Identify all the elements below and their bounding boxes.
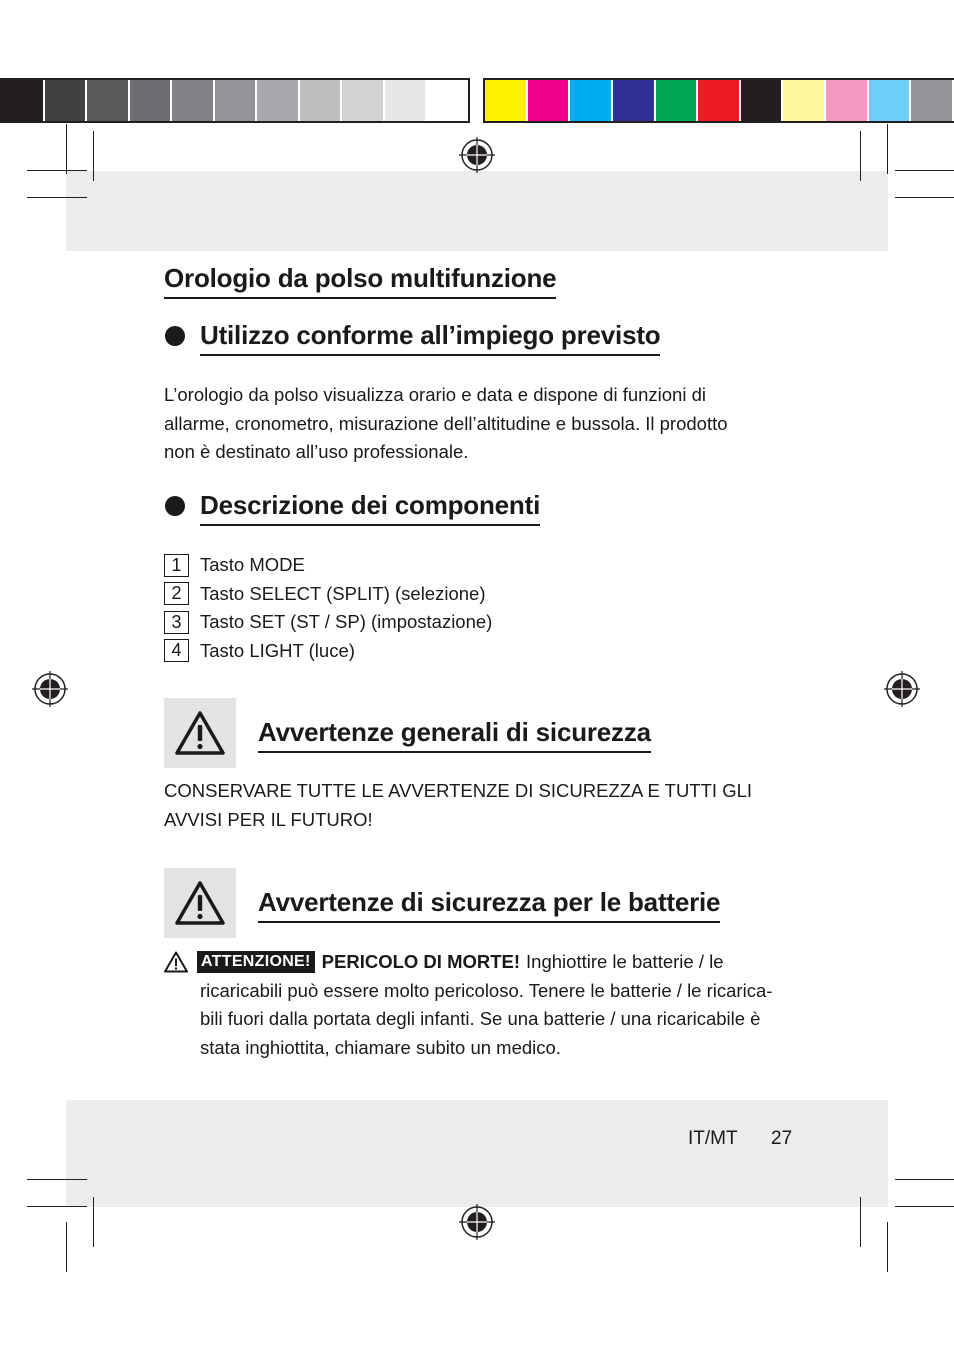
color-swatch <box>613 80 656 121</box>
color-swatch <box>826 80 869 121</box>
color-swatch <box>869 80 912 121</box>
warning-text: ricaricabili può essere molto pericoloso. Tenere le batterie / le ricarica- <box>200 979 773 1001</box>
component-item <box>164 637 492 666</box>
footer-language: IT/MT <box>688 1128 738 1149</box>
color-swatch <box>427 80 468 121</box>
crop-mark <box>887 124 888 174</box>
color-swatch <box>911 80 954 121</box>
crop-mark <box>66 1222 67 1272</box>
color-swatch <box>385 80 428 121</box>
registration-mark-icon <box>459 137 495 173</box>
heading-general-safety: Avvertenze generali di sicurezza <box>258 717 651 753</box>
warning-triangle-icon <box>174 880 226 926</box>
danger-label: PERICOLO DI MORTE! <box>321 951 521 972</box>
intended-use-paragraph <box>164 381 728 467</box>
crop-mark <box>895 1179 954 1180</box>
component-label: Tasto MODE <box>200 554 305 576</box>
heading-components: Descrizione dei componenti <box>200 490 540 526</box>
color-swatch <box>130 80 173 121</box>
color-swatch <box>87 80 130 121</box>
components-list <box>164 551 492 665</box>
color-swatch <box>300 80 343 121</box>
color-calibration-bar <box>483 78 954 123</box>
warning-small-icon <box>164 951 188 973</box>
color-swatch <box>485 80 528 121</box>
component-number: 4 <box>164 639 189 662</box>
color-swatch <box>342 80 385 121</box>
attention-badge: ATTENZIONE! <box>197 951 315 973</box>
component-label: Tasto LIGHT (luce) <box>200 639 355 661</box>
color-swatch <box>45 80 88 121</box>
paragraph-line: CONSERVARE TUTTE LE AVVERTENZE DI SICUREZZA E TUTTI GLI <box>164 780 753 801</box>
crop-mark <box>895 170 954 171</box>
crop-mark <box>860 1197 861 1247</box>
color-swatch <box>172 80 215 121</box>
document-title: Orologio da polso multifunzione <box>164 263 556 299</box>
bullet-icon <box>165 326 185 346</box>
crop-mark <box>27 170 87 171</box>
crop-mark <box>27 1206 87 1207</box>
color-swatch <box>528 80 571 121</box>
component-number: 2 <box>164 582 189 605</box>
component-number: 1 <box>164 554 189 577</box>
component-label: Tasto SET (ST / SP) (impostazione) <box>200 611 493 633</box>
crop-mark <box>895 1206 954 1207</box>
color-swatch <box>698 80 741 121</box>
paragraph-line: non è destinato all’uso professionale. <box>164 441 469 462</box>
component-item <box>164 608 492 637</box>
color-swatch <box>783 80 826 121</box>
warning-text: stata inghiottita, chiamare subito un medico. <box>200 1036 561 1058</box>
crop-mark <box>27 1179 87 1180</box>
color-swatch <box>257 80 300 121</box>
battery-warning-block <box>164 948 794 1062</box>
heading-battery-safety: Avvertenze di sicurezza per le batterie <box>258 887 720 923</box>
color-swatch <box>2 80 45 121</box>
color-swatch <box>656 80 699 121</box>
component-item <box>164 551 492 580</box>
crop-mark <box>27 197 87 198</box>
crop-mark <box>93 1197 94 1247</box>
crop-mark <box>93 131 94 181</box>
warning-triangle-icon <box>174 710 226 756</box>
paragraph-line: L’orologio da polso visualizza orario e data e dispone di funzioni di <box>164 384 706 405</box>
bullet-icon <box>165 496 185 516</box>
paragraph-line: allarme, cronometro, misurazione dell’altitudine e bussola. Il prodotto <box>164 412 728 434</box>
registration-mark-icon <box>884 671 920 707</box>
crop-mark <box>66 124 67 174</box>
grayscale-calibration-bar <box>0 78 470 123</box>
battery-warning-first-line <box>164 948 794 977</box>
heading-intended-use: Utilizzo conforme all’impiego previsto <box>200 320 660 356</box>
crop-mark <box>895 197 954 198</box>
component-item <box>164 580 492 609</box>
registration-mark-icon <box>32 671 68 707</box>
component-label: Tasto SELECT (SPLIT) (selezione) <box>200 582 486 604</box>
warning-text: Inghiottire le batterie / le <box>526 951 724 972</box>
warning-box <box>164 868 236 938</box>
crop-mark <box>887 1222 888 1272</box>
warning-box <box>164 698 236 768</box>
color-swatch <box>741 80 784 121</box>
component-number: 3 <box>164 611 189 634</box>
header-band <box>66 171 888 251</box>
footer-band <box>66 1100 888 1207</box>
registration-mark-icon <box>459 1204 495 1240</box>
crop-mark <box>860 131 861 181</box>
color-swatch <box>215 80 258 121</box>
warning-text: bili fuori dalla portata degli infanti. Se una batterie / una ricaricabile è <box>200 1008 761 1029</box>
page-number: 27 <box>771 1128 793 1149</box>
paragraph-line: AVVISI PER IL FUTURO! <box>164 808 373 830</box>
general-safety-paragraph <box>164 777 752 834</box>
color-swatch <box>570 80 613 121</box>
